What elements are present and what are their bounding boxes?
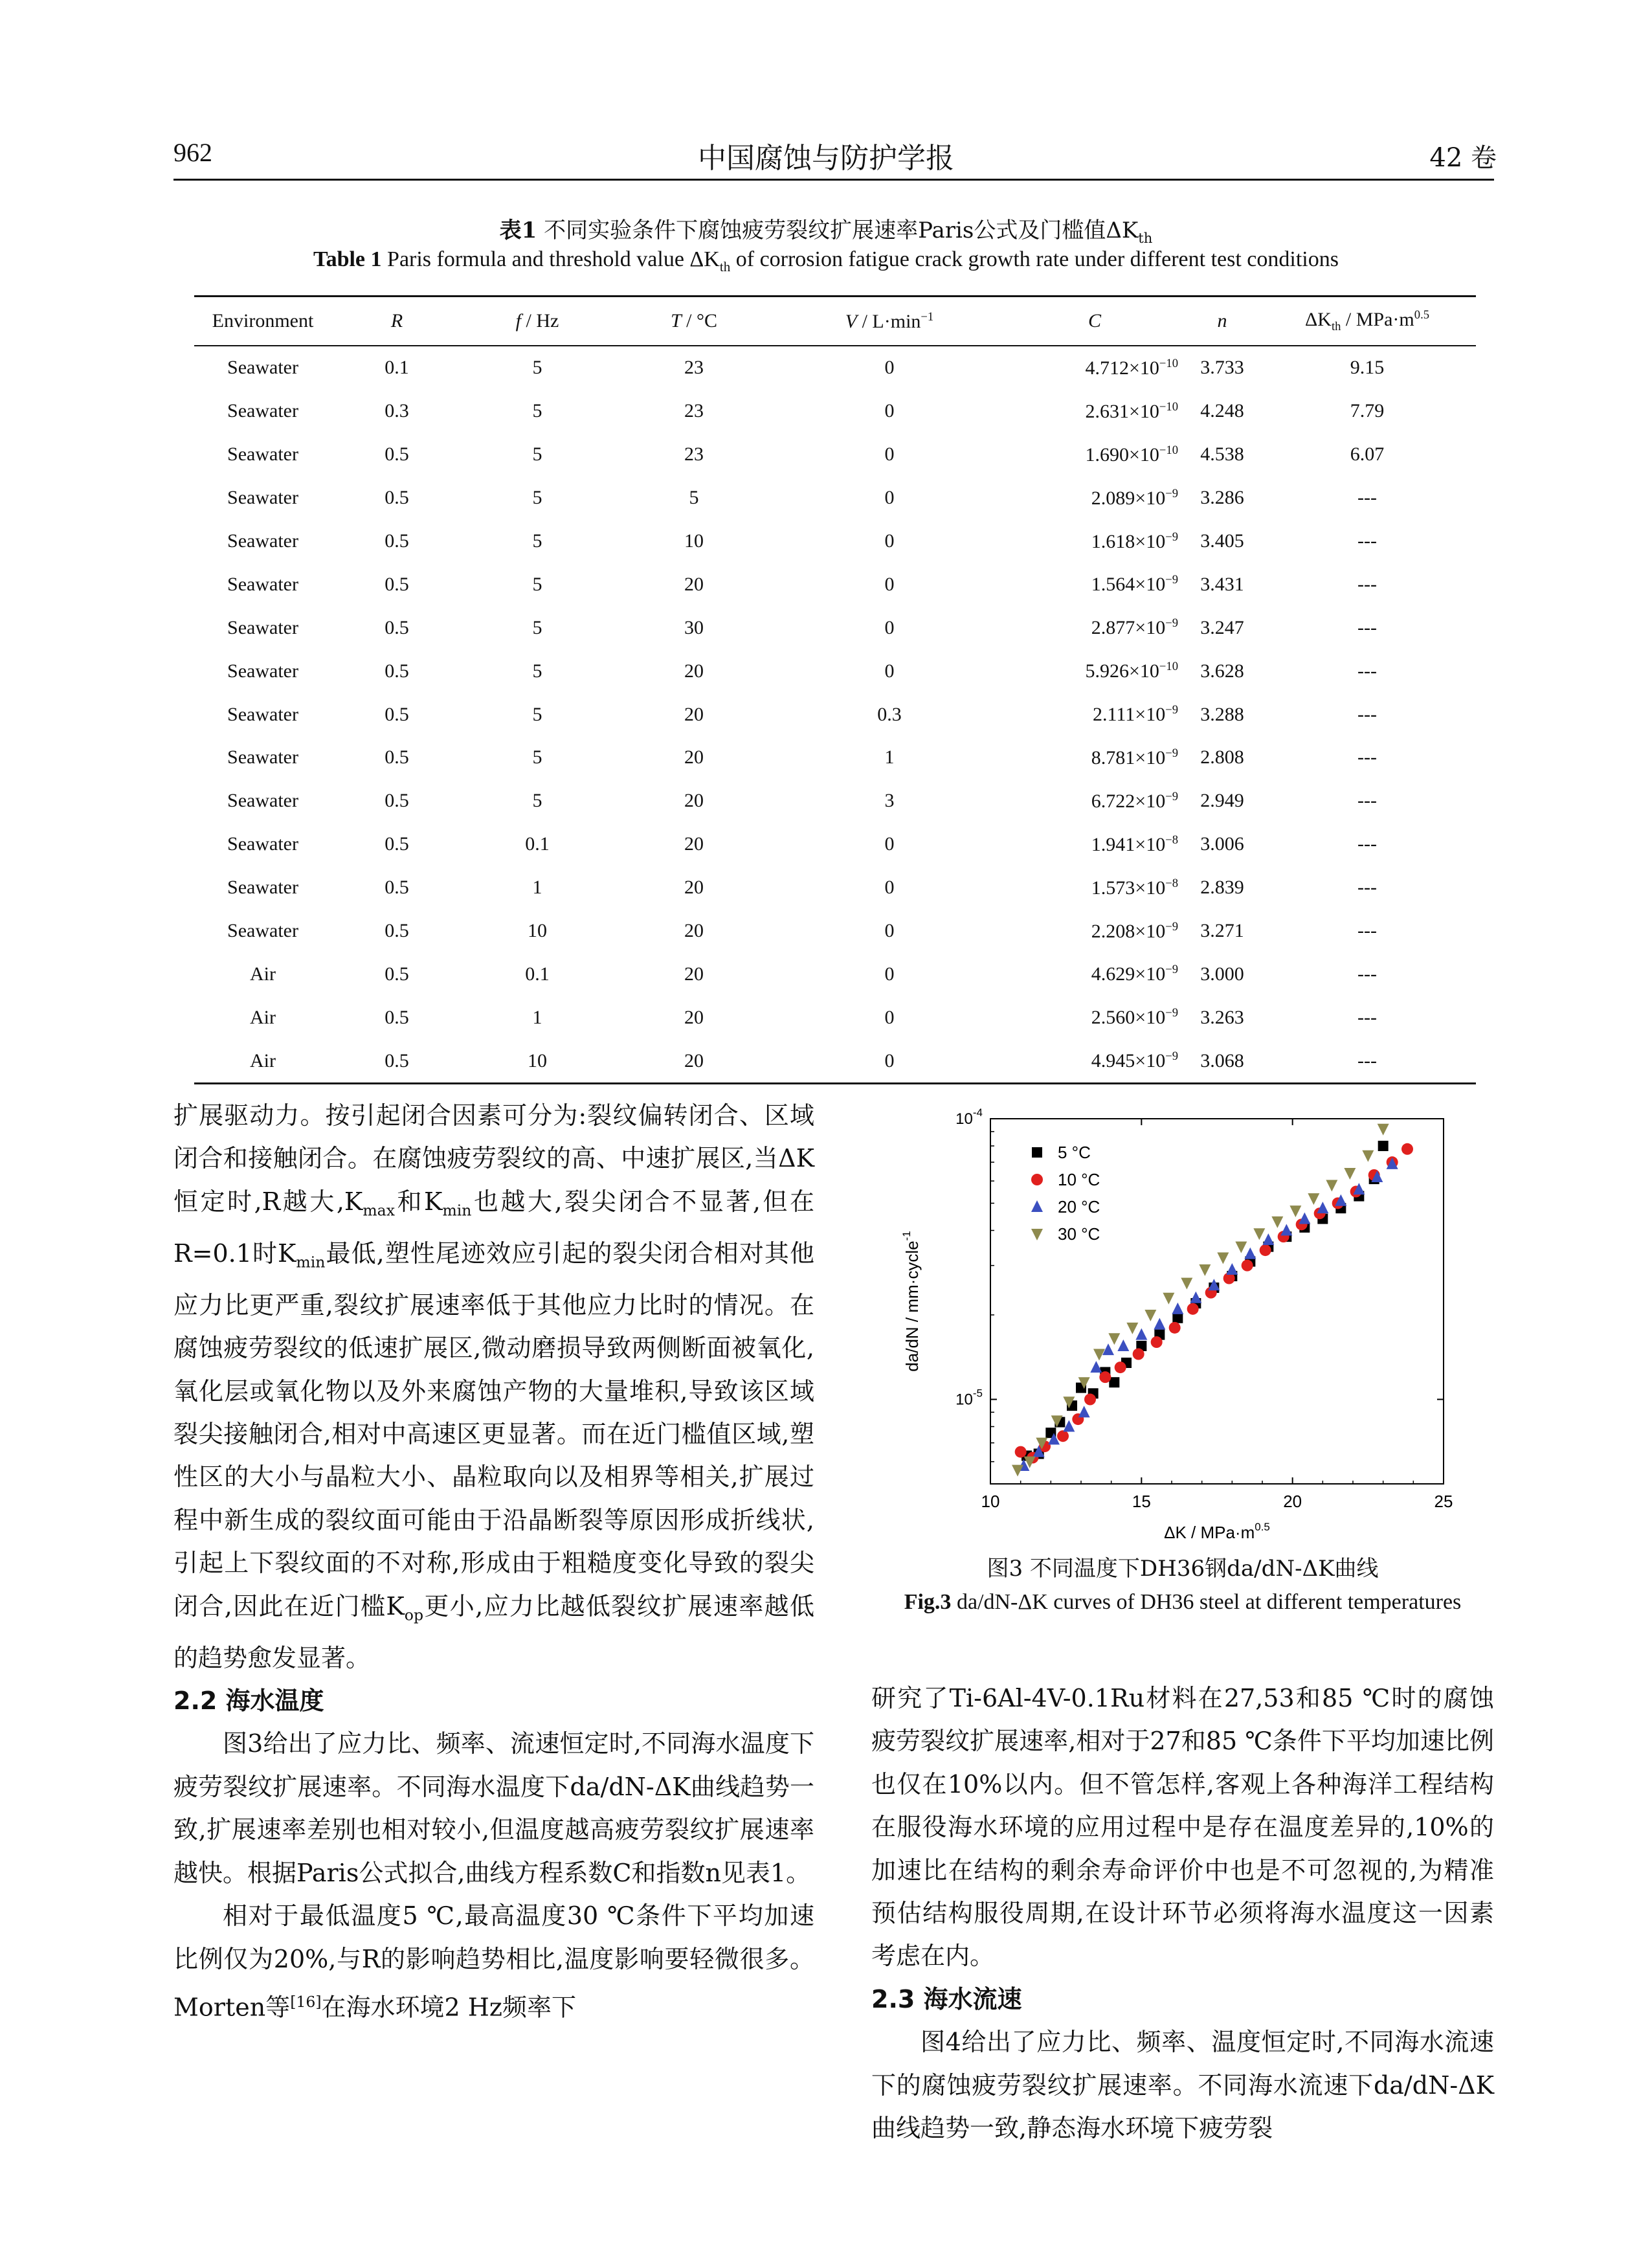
- cell-env: Seawater: [227, 573, 298, 595]
- cell-f: 5: [532, 487, 542, 509]
- col-n: n: [1186, 297, 1258, 346]
- legend-label-1: 10 °C: [1058, 1170, 1100, 1189]
- cell-v: 0: [776, 1039, 1003, 1083]
- cell-env: Air: [194, 1039, 331, 1083]
- cell-n: 2.839: [1200, 877, 1244, 899]
- data-point-series-2: [1078, 1406, 1090, 1417]
- left-column: [173, 1094, 814, 2029]
- data-point-series-2: [1117, 1339, 1129, 1351]
- data-point-series-3: [1362, 1150, 1374, 1162]
- table-row: [194, 693, 1476, 736]
- figure-caption-en: Fig.3 da/dN-ΔK curves of DH36 steel at different temperatures: [904, 1590, 1462, 1614]
- cell-dk: ---: [1357, 573, 1377, 595]
- cell-f: 5: [532, 573, 542, 595]
- cell-env: Air: [250, 963, 276, 985]
- cell-c: $4.712\times 10^{-10}$: [1085, 356, 1178, 379]
- table-row: [194, 433, 1476, 476]
- section-heading-2-3: 2.3 海水流速: [871, 1984, 1022, 2013]
- cell-f: 5: [532, 790, 542, 812]
- journal-title: 中国腐蚀与防护学报: [698, 142, 954, 175]
- cell-f: 5: [532, 746, 542, 768]
- table-row: [194, 476, 1476, 520]
- cell-dk: 9.15: [1350, 357, 1385, 379]
- cell-r: 0.5: [385, 746, 409, 768]
- data-point-series-1: [1151, 1336, 1163, 1348]
- cell-n: 3.000: [1200, 963, 1244, 985]
- cell-t: 20: [684, 963, 704, 985]
- cell-f: 10: [528, 920, 547, 942]
- legend-marker-0: [1032, 1147, 1042, 1158]
- data-point-series-2: [1190, 1292, 1201, 1303]
- section-heading-2-2: 2.2 海水温度: [173, 1687, 324, 1716]
- cell-c: $8.781\times 10^{-9}$: [1091, 746, 1178, 768]
- cell-c: $2.631\times 10^{-10}$: [1085, 399, 1178, 422]
- cell-v: 0: [884, 530, 895, 552]
- data-point-series-1: [1015, 1446, 1027, 1458]
- cell-t: 20: [684, 703, 704, 725]
- cell-v: 0: [884, 357, 895, 379]
- cell-dk: ---: [1357, 1006, 1377, 1028]
- cell-v: 0: [884, 400, 895, 422]
- cell-n: 3.271: [1200, 920, 1244, 942]
- paragraph: 相对于最低温度5 ℃,最高温度30 ℃条件下平均加速比例仅为20%,与R的影响趋势相比,温度影响要轻微很多。Morten等[16]在海水环境2 Hz频率下: [173, 1901, 814, 2022]
- cell-r: 0.1: [385, 357, 409, 379]
- cell-dk: ---: [1357, 487, 1377, 509]
- x-axis-label: $\Delta K / MPa\cdot m^{0.5}$: [1164, 1521, 1270, 1541]
- cell-dk: ---: [1357, 616, 1377, 638]
- data-point-series-2: [1135, 1328, 1147, 1340]
- cell-v: 0: [884, 1006, 895, 1028]
- cell-r: 0.5: [385, 530, 409, 552]
- legend-marker-2: [1031, 1200, 1043, 1212]
- cell-c: $2.089\times 10^{-9}$: [1091, 486, 1178, 509]
- cell-env: Seawater: [227, 443, 298, 465]
- volume-label: 42 卷: [1429, 143, 1497, 173]
- citation-ref[interactable]: [16]: [290, 1992, 322, 2011]
- cell-f: 5: [532, 530, 542, 552]
- paragraph: 图4给出了应力比、频率、温度恒定时,不同海水流速下的腐蚀疲劳裂纹扩展速率。不同海水流速下da/dN-ΔK曲线趋势一致,静态海水环境下疲劳裂: [871, 2028, 1494, 2143]
- data-point-series-2: [1280, 1224, 1292, 1236]
- cell-env: Seawater: [227, 746, 298, 768]
- table-row: [194, 520, 1476, 563]
- data-point-series-3: [1326, 1180, 1337, 1192]
- paragraph: 扩展驱动力。按引起闭合因素可分为:裂纹偏转闭合、区域闭合和接触闭合。在腐蚀疲劳裂纹的高、中速扩展区,当ΔK恒定时,R越大$,K_{max}$和$K_{min}$也越大,裂尖闭合不显著,但在R=0.1时$K_{min}$最低,塑性尾迹效应引起的裂尖闭合相对其他应力比更严重,裂纹扩展速率低于其他应力比时的情况。在腐蚀疲劳裂纹的低速扩展区,微动磨损导致两侧断面被氧化,氧化层或氧化物以及外来腐蚀产物的大量堆积,导致该区域裂尖接触闭合,相对中高速区更显著。而在近门槛值区域,塑性区的大小与晶粒大小、晶粒取向以及相界等相关,扩展过程中新生成的裂纹面可能由于沿晶断裂等原因形成折线状,引起上下裂纹面的不对称,形成由于粗糙度变化导致的裂尖闭合,因此在近门槛$K_{op}$更小,应力比越低裂纹扩展速率越低的趋势愈发显著。: [173, 1101, 814, 1672]
- cell-c: $1.573\times 10^{-8}$: [1091, 876, 1178, 899]
- cell-n: 3.263: [1200, 1006, 1244, 1028]
- data-point-series-2: [1244, 1248, 1256, 1259]
- cell-f: 5: [532, 703, 542, 725]
- cell-t: 20: [684, 790, 704, 812]
- cell-env: Seawater: [227, 660, 298, 682]
- col-f: f / Hz: [462, 297, 612, 346]
- y-tick-label: $10^{-4}$: [955, 1106, 983, 1128]
- cell-env: Seawater: [227, 877, 298, 899]
- data-point-series-1: [1099, 1371, 1111, 1383]
- cell-t: 23: [684, 443, 704, 465]
- data-point-series-3: [1108, 1333, 1120, 1345]
- cell-v: 0: [884, 443, 895, 465]
- cell-f: 1: [532, 1006, 542, 1028]
- cell-v: 0.3: [877, 703, 902, 725]
- table-row: [194, 910, 1476, 953]
- cell-r: 0.5: [385, 963, 409, 985]
- cell-r: 0.5: [385, 790, 409, 812]
- cell-n: 3.431: [1200, 573, 1244, 595]
- x-tick-label: 20: [1283, 1492, 1302, 1511]
- cell-r: 0.5: [385, 443, 409, 465]
- legend-label-3: 30 °C: [1058, 1224, 1100, 1244]
- paragraph: 研究了Ti-6Al-4V-0.1Ru材料在27,53和85 ℃时的腐蚀疲劳裂纹扩展速率,相对于27和85 ℃条件下平均加速比例也仅在10%以内。但不管怎样,客观上各种海洋工程结构在服役海水环境的应用过程中是存在温度差异的,10%的加速比在结构的剩余寿命评价中也是不可忽视的,为精准预估结构服役周期,在设计环节必须将海水温度这一因素考虑在内。: [871, 1684, 1494, 1971]
- cell-n: 3.068: [1186, 1039, 1258, 1083]
- data-point-series-3: [1126, 1323, 1138, 1334]
- cell-r: 0.5: [385, 616, 409, 638]
- cell-v: 0: [884, 877, 895, 899]
- cell-n: 3.247: [1200, 616, 1244, 638]
- table-row: [194, 563, 1476, 606]
- cell-f: 5: [532, 660, 542, 682]
- data-point-series-3: [1378, 1124, 1389, 1136]
- data-point-series-0: [1172, 1313, 1183, 1323]
- cell-dk: 7.79: [1350, 400, 1385, 422]
- cell-t: 23: [684, 357, 704, 379]
- table-row: [194, 736, 1476, 779]
- cell-env: Seawater: [227, 790, 298, 812]
- cell-n: 3.405: [1200, 530, 1244, 552]
- cell-c: $1.690\times 10^{-10}$: [1085, 443, 1178, 465]
- cell-t: 5: [689, 487, 699, 509]
- cell-v: 0: [884, 920, 895, 942]
- cell-r: 0.5: [385, 703, 409, 725]
- table-row: [194, 606, 1476, 649]
- cell-r: 0.3: [385, 400, 409, 422]
- table-header-row: [194, 297, 1476, 346]
- cell-r: 0.5: [385, 833, 409, 855]
- cell-f: 0.1: [525, 833, 550, 855]
- cell-n: 2.949: [1200, 790, 1244, 812]
- fig3-chart: [867, 1101, 1502, 1541]
- cell-n: 4.248: [1200, 400, 1244, 422]
- data-point-series-3: [1199, 1264, 1211, 1276]
- right-column: [871, 1677, 1494, 2149]
- cell-c: $2.111\times 10^{-9}$: [1093, 703, 1178, 726]
- cell-t: 20: [684, 746, 704, 768]
- cell-env: Seawater: [227, 833, 298, 855]
- cell-c: $2.208\times 10^{-9}$: [1091, 919, 1178, 942]
- data-point-series-1: [1115, 1362, 1126, 1373]
- data-point-series-3: [1308, 1193, 1319, 1205]
- data-point-series-3: [1217, 1253, 1229, 1264]
- data-point-series-1: [1260, 1244, 1271, 1256]
- cell-n: 3.286: [1200, 487, 1244, 509]
- table-caption-en: Table 1 Paris formula and threshold value $\Delta K_{th}$ of corrosion fatigue crack growth rate under different test conditions: [313, 247, 1339, 275]
- col-v: $V / L\cdot\min^{-1}$: [776, 297, 1003, 346]
- data-point-series-1: [1169, 1322, 1181, 1334]
- cell-n: 3.288: [1200, 703, 1244, 725]
- cell-v: 1: [884, 746, 895, 768]
- cell-env: Air: [250, 1006, 276, 1028]
- col-r: R: [331, 297, 462, 346]
- cell-r: 0.5: [385, 920, 409, 942]
- cell-v: 0: [884, 616, 895, 638]
- cell-n: 3.006: [1200, 833, 1244, 855]
- cell-f: 5: [532, 357, 542, 379]
- cell-f: 5: [532, 616, 542, 638]
- cell-n: 4.538: [1200, 443, 1244, 465]
- header-rule: [173, 179, 1494, 181]
- cell-env: Seawater: [227, 616, 298, 638]
- cell-env: Seawater: [227, 703, 298, 725]
- data-point-series-1: [1133, 1349, 1144, 1360]
- cell-r: 0.5: [385, 487, 409, 509]
- cell-v: 0: [884, 833, 895, 855]
- cell-t: 23: [684, 400, 704, 422]
- data-point-series-3: [1181, 1278, 1192, 1290]
- data-point-series-3: [1271, 1216, 1283, 1228]
- cell-t: 20: [684, 877, 704, 899]
- data-point-series-2: [1154, 1318, 1165, 1330]
- legend-marker-3: [1031, 1229, 1043, 1240]
- cell-r: 0.5: [385, 877, 409, 899]
- cell-c: $6.722\times 10^{-9}$: [1091, 789, 1178, 812]
- cell-r: 0.5: [385, 1006, 409, 1028]
- data-point-series-3: [1163, 1293, 1174, 1305]
- cell-c: $1.618\times 10^{-9}$: [1091, 530, 1178, 552]
- cell-dk: ---: [1357, 790, 1377, 812]
- col-dk: $\Delta K_{th} / MPa\cdot m^{0.5}$: [1258, 297, 1476, 346]
- cell-c: $2.877\times 10^{-9}$: [1091, 616, 1178, 639]
- cell-r: 0.5: [385, 573, 409, 595]
- col-environment: Environment: [194, 297, 331, 346]
- cell-r: 0.5: [331, 1039, 462, 1083]
- x-tick-label: 10: [981, 1492, 1000, 1511]
- table-row: [194, 346, 1476, 390]
- col-t: T / °C: [612, 297, 776, 346]
- cell-env: Seawater: [227, 357, 298, 379]
- cell-t: 20: [684, 920, 704, 942]
- data-point-series-2: [1172, 1303, 1183, 1314]
- cell-f: 5: [532, 400, 542, 422]
- cell-c: $1.564\times 10^{-9}$: [1091, 573, 1178, 596]
- cell-c: $5.926\times 10^{-10}$: [1085, 660, 1178, 682]
- cell-t: 20: [684, 1006, 704, 1028]
- cell-v: 0: [884, 660, 895, 682]
- cell-dk: ---: [1357, 746, 1377, 768]
- table-row: [194, 823, 1476, 866]
- cell-env: Seawater: [227, 920, 298, 942]
- data-point-series-1: [1401, 1143, 1413, 1155]
- data-point-series-1: [1084, 1394, 1096, 1406]
- x-tick-label: 15: [1132, 1492, 1151, 1511]
- cell-t: 30: [684, 616, 704, 638]
- page-number: 962: [173, 138, 212, 167]
- cell-f: 1: [532, 877, 542, 899]
- data-point-series-2: [1317, 1202, 1328, 1213]
- table-row: [194, 649, 1476, 693]
- cell-c: $2.560\times 10^{-9}$: [1091, 1006, 1178, 1029]
- cell-dk: ---: [1357, 703, 1377, 725]
- cell-n: 3.733: [1200, 357, 1244, 379]
- y-tick-label: $10^{-5}$: [955, 1387, 983, 1409]
- data-point-series-3: [1344, 1168, 1356, 1180]
- plot-area: [900, 1106, 1453, 1541]
- legend-marker-1: [1031, 1174, 1043, 1185]
- cell-env: Seawater: [227, 487, 298, 509]
- data-point-series-1: [1057, 1430, 1069, 1442]
- data-point-series-2: [1299, 1213, 1310, 1224]
- cell-t: 20: [684, 833, 704, 855]
- legend-label-0: 5 °C: [1058, 1143, 1091, 1162]
- cell-t: 20: [684, 660, 704, 682]
- data-point-series-1: [1242, 1260, 1253, 1272]
- data-point-series-1: [1187, 1303, 1199, 1315]
- y-axis-label: da/dN / mm·cycle$^{-1}$: [900, 1231, 922, 1372]
- paris-table: [194, 295, 1476, 1084]
- x-tick-label: 25: [1434, 1492, 1453, 1511]
- cell-n: 2.808: [1200, 746, 1244, 768]
- table-caption-cn: 表1 不同实验条件下腐蚀疲劳裂纹扩展速率Paris公式及门槛值$\Delta K_{th}$: [499, 218, 1153, 246]
- cell-n: 3.628: [1200, 660, 1244, 682]
- data-point-series-3: [1235, 1242, 1247, 1253]
- cell-dk: ---: [1357, 920, 1377, 942]
- paragraph: 图3给出了应力比、频率、流速恒定时,不同海水温度下疲劳裂纹扩展速率。不同海水温度下da/dN-ΔK曲线趋势一致,扩展速率差别也相对较小,但温度越高疲劳裂纹扩展速率越快。根据Paris公式拟合,曲线方程系数C和指数n见表1。: [173, 1729, 814, 1887]
- cell-v: 3: [884, 790, 895, 812]
- table-row: [194, 996, 1476, 1039]
- cell-dk: 6.07: [1350, 443, 1385, 465]
- cell-env: Seawater: [227, 400, 298, 422]
- cell-dk: ---: [1357, 660, 1377, 682]
- table-row: [194, 952, 1476, 996]
- cell-v: 0: [884, 963, 895, 985]
- cell-t: 20: [612, 1039, 776, 1083]
- data-point-series-2: [1226, 1263, 1238, 1275]
- legend-label-2: 20 °C: [1058, 1197, 1100, 1216]
- data-point-series-3: [1253, 1228, 1265, 1240]
- table-row: [194, 779, 1476, 823]
- cell-v: 0: [884, 573, 895, 595]
- cell-c: $4.945\times 10^{-9}$: [1003, 1039, 1186, 1083]
- data-point-series-3: [1144, 1310, 1156, 1321]
- cell-env: Seawater: [227, 530, 298, 552]
- cell-f: 10: [462, 1039, 612, 1083]
- cell-f: 0.1: [525, 963, 550, 985]
- data-point-series-0: [1378, 1141, 1389, 1151]
- table-row: [194, 1039, 1476, 1083]
- figure-caption-cn: 图3 不同温度下DH36钢da/dN-ΔK曲线: [987, 1556, 1379, 1582]
- cell-dk: ---: [1357, 833, 1377, 855]
- cell-v: 0: [884, 487, 895, 509]
- cell-c: $1.941\times 10^{-8}$: [1091, 833, 1178, 855]
- data-point-series-2: [1262, 1233, 1274, 1245]
- col-c: C: [1003, 297, 1186, 346]
- cell-r: 0.5: [385, 660, 409, 682]
- cell-dk: ---: [1357, 530, 1377, 552]
- cell-dk: ---: [1357, 963, 1377, 985]
- cell-t: 10: [684, 530, 704, 552]
- data-point-series-2: [1090, 1361, 1102, 1373]
- table-row: [194, 390, 1476, 433]
- cell-c: $4.629\times 10^{-9}$: [1091, 963, 1178, 985]
- data-point-series-3: [1289, 1205, 1301, 1217]
- cell-dk: ---: [1357, 877, 1377, 899]
- table-row: [194, 866, 1476, 910]
- cell-f: 5: [532, 443, 542, 465]
- cell-t: 20: [684, 573, 704, 595]
- cell-dk: ---: [1258, 1039, 1476, 1083]
